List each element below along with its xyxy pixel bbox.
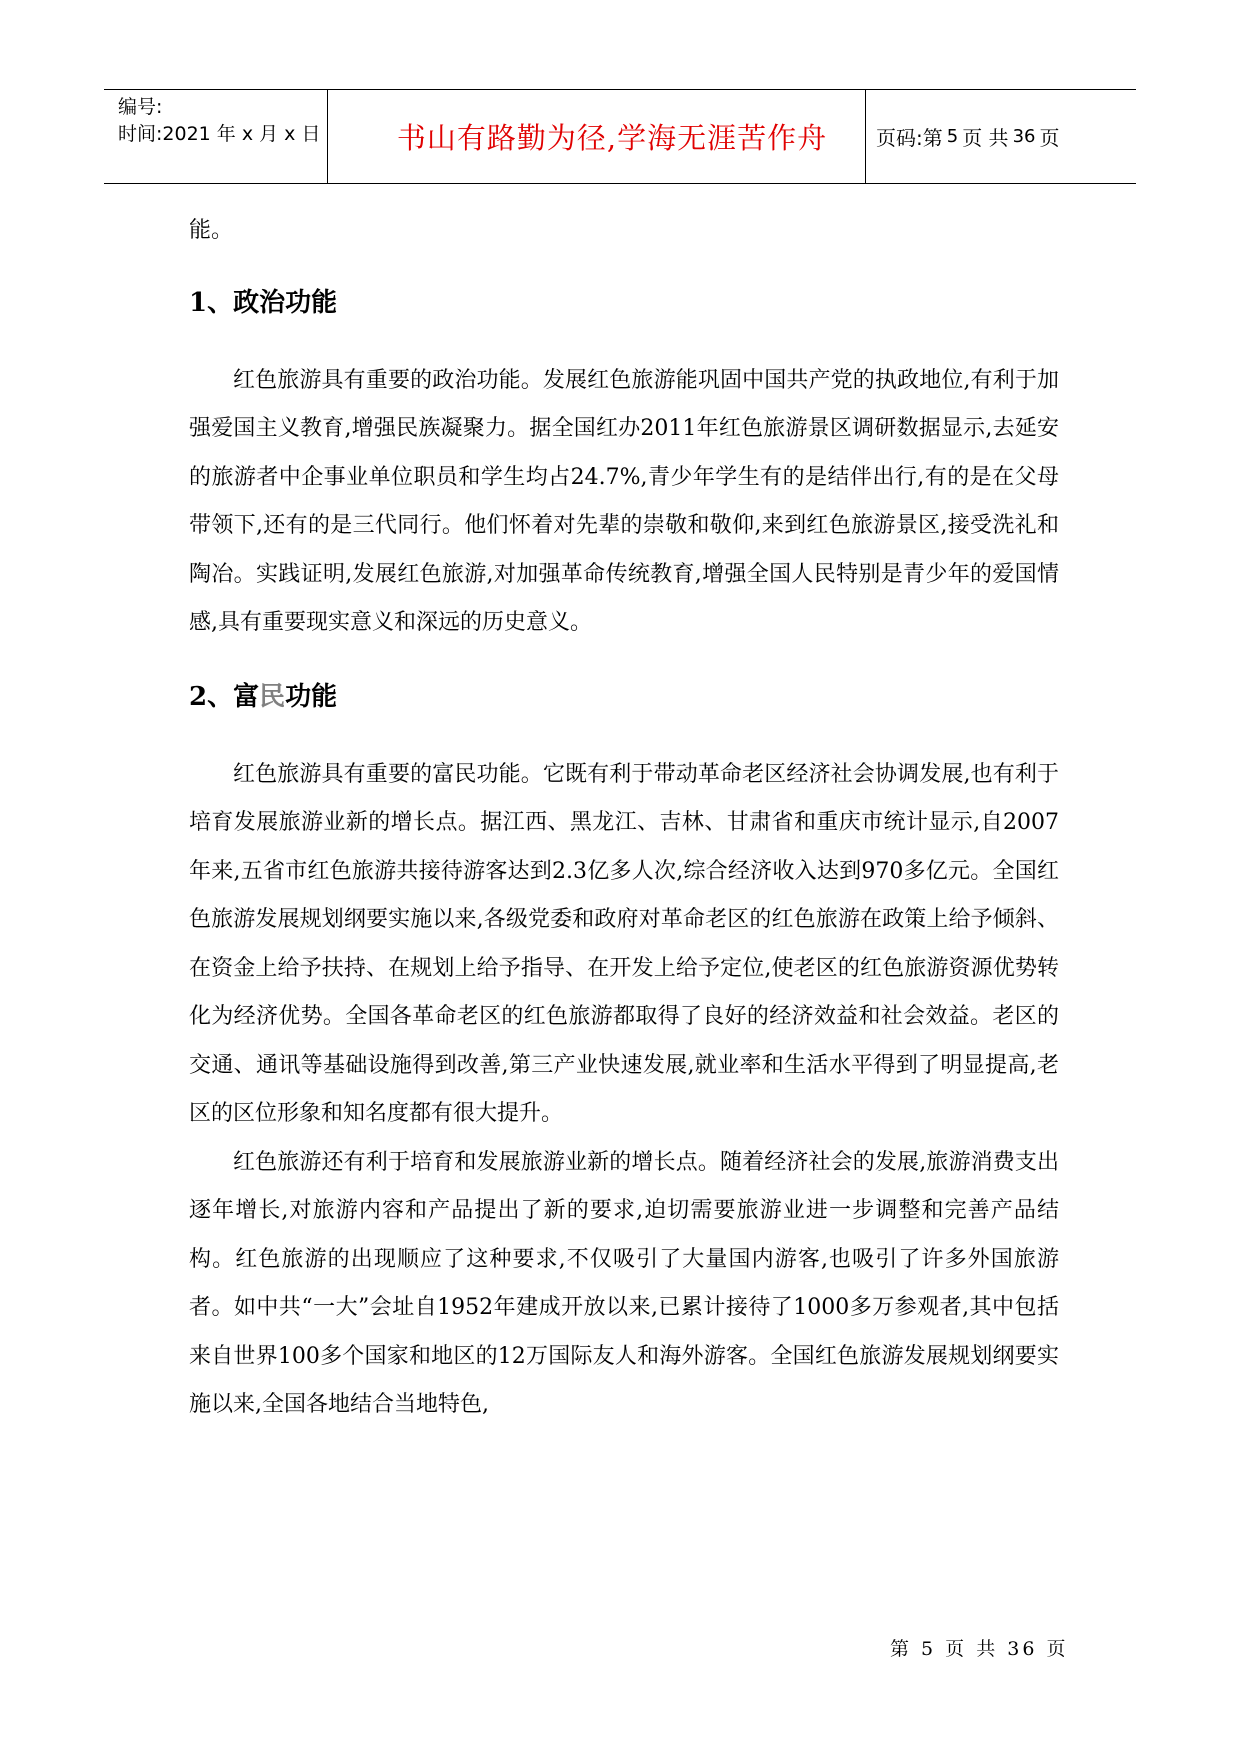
page-suffix: 页 xyxy=(1039,126,1060,150)
page-footer: 第 5 页 共 36 页 xyxy=(890,1638,1069,1660)
page-mid: 页 共 xyxy=(962,126,1009,150)
page-number: 5 xyxy=(946,126,959,147)
header-motto: 书山有路勤为径,学海无涯苦作舟 xyxy=(396,121,828,155)
section2-paragraph2: 红色旅游还有利于培育和发展旅游业新的增长点。随着经济社会的发展,旅游消费支出逐年增长,对旅游内容和产品提出了新的要求,迫切需要旅游业进一步调整和完善产品结构。红色旅游的出现顺应了这种要求,不仅吸引了大量国内游客,也吸引了许多外国旅游者。如中共“一大”会址自1952年建成开放以来,已累计接待了1000多万参观者,其中包括来自世界100多个国家和地区的12万国际友人和海外游客。全国红色旅游发展规划纲要实施以来,全国各地结合当地特色, xyxy=(189,1149,1059,1417)
header-meta xyxy=(118,94,320,148)
section2-heading-part1: 2、富 xyxy=(189,681,260,712)
section2-paragraph1: 红色旅游具有重要的富民功能。它既有利于带动革命老区经济社会协调发展,也有利于培育发展旅游业新的增长点。据江西、黑龙江、吉林、甘肃省和重庆市统计显示,自2007年来,五省市红色旅游共接待游客达到2.3亿多人次,综合经济收入达到970多亿元。全国红色旅游发展规划纲要实施以来,各级党委和政府对革命老区的红色旅游在政策上给予倾斜、在资金上给予扶持、在规划上给予指导、在开发上给予定位,使老区的红色旅游资源优势转化为经济优势。全国各革命老区的红色旅游都取得了良好的经济效益和社会效益。老区的交通、通讯等基础设施得到改善,第三产业快速发展,就业率和生活水平得到了明显提高,老区的区位形象和知名度都有很大提升。 xyxy=(189,761,1059,1126)
section1-paragraph: 红色旅游具有重要的政治功能。发展红色旅游能巩固中国共产党的执政地位,有利于加强爱国主义教育,增强民族凝聚力。据全国红办2011年红色旅游景区调研数据显示,去延安的旅游者中企事业单位职员和学生均占24.7%,青少年学生有的是结伴出行,有的是在父母带领下,还有的是三代同行。他们怀着对先辈的崇敬和敬仰,来到红色旅游景区,接受洗礼和陶冶。实践证明,发展红色旅游,对加强革命传统教育,增强全国人民特别是青少年的爱国情感,具有重要现实意义和深远的历史意义。 xyxy=(189,367,1059,635)
time-label: 时间:2021 年 x 月 x 日 xyxy=(118,123,321,145)
section2-heading xyxy=(189,676,1059,713)
page-header xyxy=(104,89,1136,184)
page-prefix: 页码:第 xyxy=(876,126,943,150)
intro-tail: 能。 xyxy=(189,218,234,243)
number-label: 编号: xyxy=(118,96,163,118)
header-divider-left xyxy=(327,90,328,183)
section1-heading: 1、政治功能 xyxy=(189,287,338,318)
header-page-info xyxy=(866,90,1059,183)
section2-heading-gray-char: 民 xyxy=(259,681,286,712)
page-total: 36 xyxy=(1012,126,1036,147)
document-body xyxy=(189,210,1059,1430)
section2-heading-part3: 功能 xyxy=(285,681,338,712)
